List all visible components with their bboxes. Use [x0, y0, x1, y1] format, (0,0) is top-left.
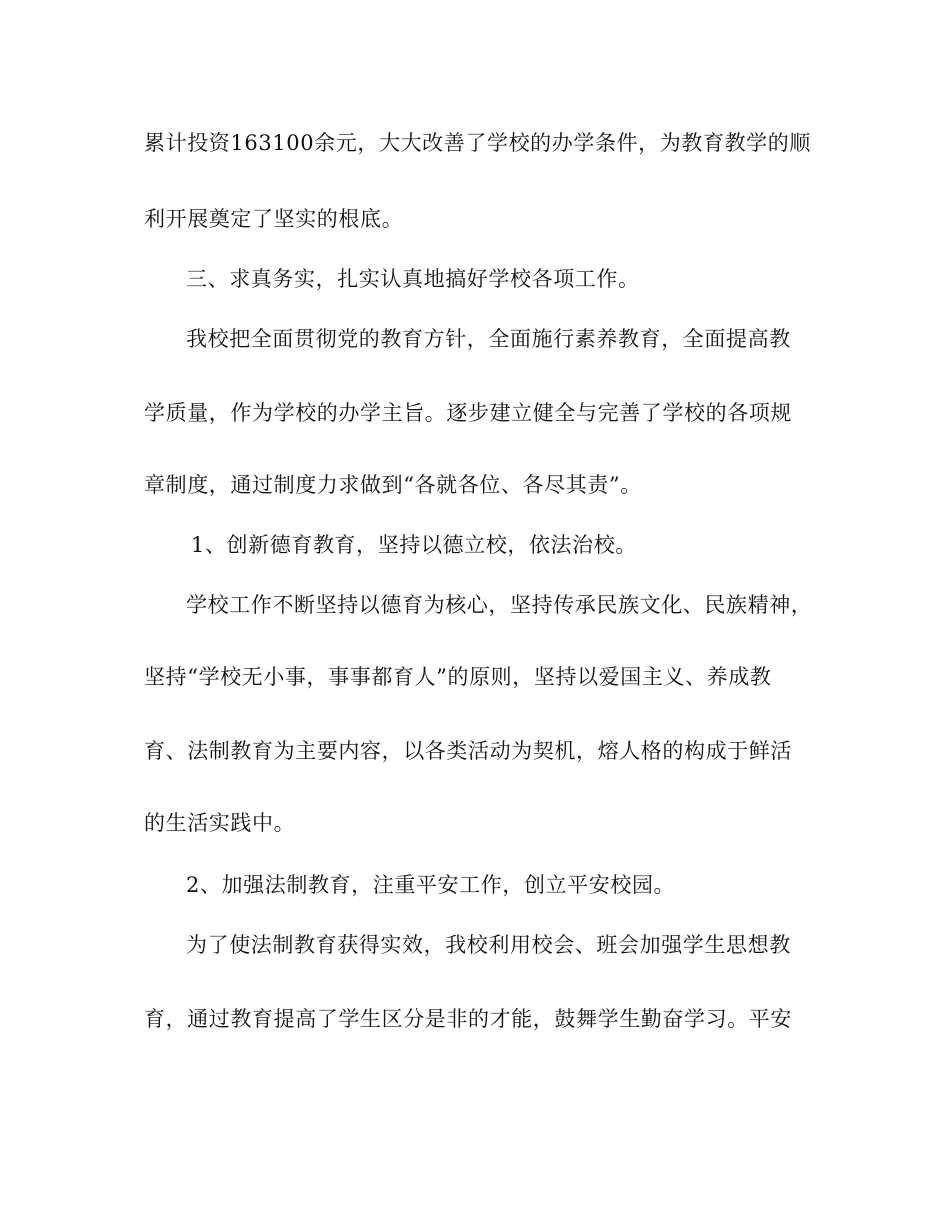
paragraph-line: 育、法制教育为主要内容，以各类活动为契机，熔人格的构成于鲜活: [144, 739, 792, 763]
section-heading: 三、求真务实，扎实认真地搞好学校各项工作。: [186, 267, 640, 291]
paragraph-line: 学质量，作为学校的办学主旨。逐步建立健全与完善了学校的各项规: [144, 401, 792, 425]
paragraph-line: 坚持“学校无小事，事事都育人”的原则，坚持以爱国主义、养成教: [144, 665, 772, 689]
paragraph-line: 的生活实践中。: [144, 811, 296, 835]
paragraph-line: 利开展奠定了坚实的根底。: [144, 207, 404, 231]
paragraph-line: 我校把全面贯彻党的教育方针，全面施行素养教育，全面提高教: [186, 327, 791, 351]
paragraph-line: 累计投资163100余元，大大改善了学校的办学条件，为教育教学的顺: [144, 131, 811, 155]
paragraph-line: 学校工作不断坚持以德育为核心，坚持传承民族文化、民族精神，: [186, 593, 813, 617]
paragraph-line: 育，通过教育提高了学生区分是非的才能，鼓舞学生勤奋学习。平安: [144, 1007, 792, 1031]
subsection-heading: 1、创新德育教育，坚持以德立校，依法治校。: [191, 533, 637, 557]
subsection-heading: 2、加强法制教育，注重平安工作，创立平安校园。: [186, 873, 676, 897]
paragraph-line: 章制度，通过制度力求做到“各就各位、各尽其责”。: [144, 473, 642, 497]
paragraph-line: 为了使法制教育获得实效，我校利用校会、班会加强学生思想教: [186, 933, 791, 957]
